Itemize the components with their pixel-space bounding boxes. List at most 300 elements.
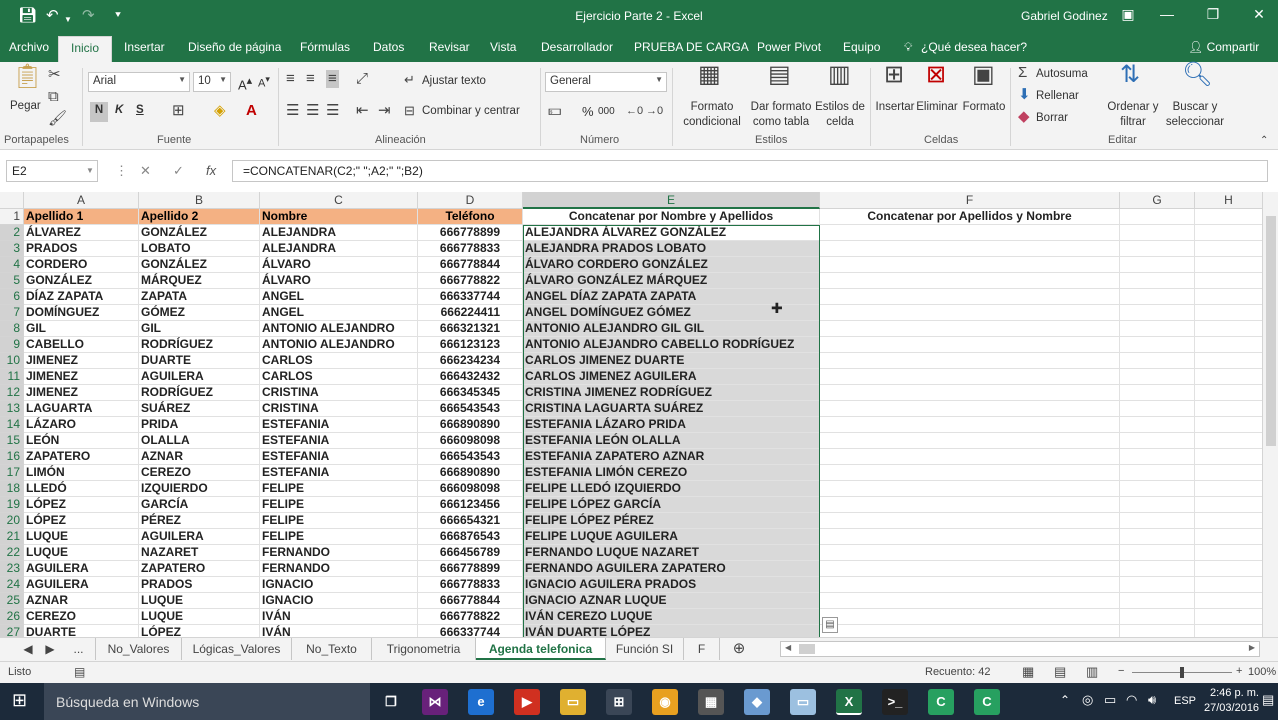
cell-g18[interactable] <box>1120 481 1195 497</box>
cell-a13[interactable]: LAGUARTA <box>24 401 139 417</box>
sheet-tab[interactable]: Trigonometria <box>372 638 476 660</box>
cell-f27[interactable] <box>820 625 1120 637</box>
clock-time[interactable]: 2:46 p. m. <box>1210 687 1259 699</box>
cell-b24[interactable]: PRADOS <box>139 577 260 593</box>
cell-b1[interactable]: Apellido 2 <box>139 209 260 225</box>
grow-font-icon[interactable]: A▴ <box>238 75 253 93</box>
cell-f25[interactable] <box>820 593 1120 609</box>
cell-f26[interactable] <box>820 609 1120 625</box>
chrome-icon[interactable]: ◉ <box>652 689 678 715</box>
cell-e12[interactable]: CRISTINA JIMENEZ RODRÍGUEZ <box>523 385 820 401</box>
cell-h13[interactable] <box>1195 401 1263 417</box>
row-header[interactable]: 12 <box>0 385 24 401</box>
cell-d10[interactable]: 666234234 <box>418 353 523 369</box>
cell-b26[interactable]: LUQUE <box>139 609 260 625</box>
page-break-view-icon[interactable]: ▥ <box>1086 664 1099 679</box>
cell-styles-button[interactable]: Estilos de celda <box>815 101 865 128</box>
cell-a24[interactable]: AGUILERA <box>24 577 139 593</box>
cell-h14[interactable] <box>1195 417 1263 433</box>
row-header[interactable]: 6 <box>0 289 24 305</box>
cell-d17[interactable]: 666890890 <box>418 465 523 481</box>
maximize-icon[interactable]: ❐ <box>1206 6 1220 22</box>
network-icon[interactable]: ▭ <box>1104 692 1117 707</box>
cell-g27[interactable] <box>1120 625 1195 637</box>
cell-d5[interactable]: 666778822 <box>418 273 523 289</box>
cell-c10[interactable]: CARLOS <box>260 353 418 369</box>
cell-a7[interactable]: DOMÍNGUEZ <box>24 305 139 321</box>
cell-f5[interactable] <box>820 273 1120 289</box>
column-header-h[interactable]: H <box>1195 192 1263 209</box>
cell-g3[interactable] <box>1120 241 1195 257</box>
cell-c9[interactable]: ANTONIO ALEJANDRO <box>260 337 418 353</box>
cell-e3[interactable]: ALEJANDRA PRADOS LOBATO <box>523 241 820 257</box>
column-header-g[interactable]: G <box>1120 192 1195 209</box>
cell-a16[interactable]: ZAPATERO <box>24 449 139 465</box>
cell-d21[interactable]: 666876543 <box>418 529 523 545</box>
cell-e8[interactable]: ANTONIO ALEJANDRO GIL GIL <box>523 321 820 337</box>
row-header[interactable]: 1 <box>0 209 24 225</box>
cell-b14[interactable]: PRIDA <box>139 417 260 433</box>
row-header[interactable]: 13 <box>0 401 24 417</box>
tell-me-search[interactable]: ¿Qué desea hacer? <box>921 40 1028 54</box>
minimize-icon[interactable]: — <box>1160 6 1174 22</box>
align-bottom-icon[interactable]: ≡ <box>328 70 337 87</box>
cell-d23[interactable]: 666778899 <box>418 561 523 577</box>
cell-e24[interactable]: IGNACIO AGUILERA PRADOS <box>523 577 820 593</box>
paste-button[interactable]: Pegar <box>10 100 41 112</box>
cell-g26[interactable] <box>1120 609 1195 625</box>
clock-date[interactable]: 27/03/2016 <box>1204 702 1260 714</box>
row-header[interactable]: 10 <box>0 353 24 369</box>
row-header[interactable]: 16 <box>0 449 24 465</box>
cell-e19[interactable]: FELIPE LÓPEZ GARCÍA <box>523 497 820 513</box>
cell-c11[interactable]: CARLOS <box>260 369 418 385</box>
task-view-icon[interactable]: ❐ <box>385 694 397 709</box>
merge-center-button[interactable]: Combinar y centrar <box>422 105 520 117</box>
cell-h25[interactable] <box>1195 593 1263 609</box>
cell-d8[interactable]: 666321321 <box>418 321 523 337</box>
cell-d9[interactable]: 666123123 <box>418 337 523 353</box>
cell-g9[interactable] <box>1120 337 1195 353</box>
cell-c19[interactable]: FELIPE <box>260 497 418 513</box>
fill-color-icon[interactable]: ◈ <box>214 102 226 119</box>
sheet-tab[interactable]: No_Valores <box>96 638 182 660</box>
cell-e17[interactable]: ESTEFANIA LIMÓN CEREZO <box>523 465 820 481</box>
cell-c20[interactable]: FELIPE <box>260 513 418 529</box>
cell-h1[interactable] <box>1195 209 1263 225</box>
cell-b12[interactable]: RODRÍGUEZ <box>139 385 260 401</box>
cell-d14[interactable]: 666890890 <box>418 417 523 433</box>
select-all-corner[interactable] <box>0 192 24 209</box>
cell-a1[interactable]: Apellido 1 <box>24 209 139 225</box>
cell-b18[interactable]: IZQUIERDO <box>139 481 260 497</box>
visual-studio-icon[interactable]: ⋈ <box>422 689 448 715</box>
tab-formulas[interactable]: Fórmulas <box>300 40 351 54</box>
terminal-icon[interactable]: >_ <box>882 689 908 715</box>
tab-desarrollador[interactable]: Desarrollador <box>541 40 614 54</box>
tab-insertar[interactable]: Insertar <box>124 40 165 54</box>
cell-g8[interactable] <box>1120 321 1195 337</box>
cell-h24[interactable] <box>1195 577 1263 593</box>
cell-a17[interactable]: LIMÓN <box>24 465 139 481</box>
windows-start-icon[interactable]: ⊞ <box>12 690 28 710</box>
collapse-ribbon-icon[interactable]: ⌃ <box>1260 135 1269 146</box>
tab-equipo[interactable]: Equipo <box>843 40 881 54</box>
cell-e22[interactable]: FERNANDO LUQUE NAZARET <box>523 545 820 561</box>
delete-cells-button[interactable]: Eliminar <box>916 101 958 113</box>
align-left-icon[interactable]: ☰ <box>286 102 300 119</box>
cell-e16[interactable]: ESTEFANIA ZAPATERO AZNAR <box>523 449 820 465</box>
sheet-tab-active[interactable]: Agenda telefonica <box>476 638 606 660</box>
cell-f24[interactable] <box>820 577 1120 593</box>
cell-h11[interactable] <box>1195 369 1263 385</box>
increase-indent-icon[interactable]: ⇥ <box>378 102 391 119</box>
cell-b13[interactable]: SUÁREZ <box>139 401 260 417</box>
cell-d24[interactable]: 666778833 <box>418 577 523 593</box>
cell-g20[interactable] <box>1120 513 1195 529</box>
cell-b11[interactable]: AGUILERA <box>139 369 260 385</box>
row-header[interactable]: 5 <box>0 273 24 289</box>
cell-a12[interactable]: JIMENEZ <box>24 385 139 401</box>
cell-f4[interactable] <box>820 257 1120 273</box>
undo-dropdown-icon[interactable]: ▼ <box>64 15 72 24</box>
column-header-c[interactable]: C <box>260 192 418 209</box>
cell-f7[interactable] <box>820 305 1120 321</box>
cell-c16[interactable]: ESTEFANIA <box>260 449 418 465</box>
excel-taskbar-icon[interactable]: X <box>836 689 862 715</box>
cell-f23[interactable] <box>820 561 1120 577</box>
font-name-select[interactable]: Arial ▼ <box>88 72 190 92</box>
cell-c5[interactable]: ÁLVARO <box>260 273 418 289</box>
cell-e25[interactable]: IGNACIO AZNAR LUQUE <box>523 593 820 609</box>
row-header[interactable]: 22 <box>0 545 24 561</box>
tab-diseno[interactable]: Diseño de página <box>188 40 282 54</box>
row-header[interactable]: 18 <box>0 481 24 497</box>
align-center-icon[interactable]: ☰ <box>306 102 320 119</box>
sheet-tab[interactable]: F <box>684 638 720 660</box>
italic-button[interactable]: K <box>115 104 124 116</box>
cell-c25[interactable]: IGNACIO <box>260 593 418 609</box>
percent-button[interactable]: % <box>582 104 594 119</box>
cell-b23[interactable]: ZAPATERO <box>139 561 260 577</box>
cell-a3[interactable]: PRADOS <box>24 241 139 257</box>
row-header[interactable]: 11 <box>0 369 24 385</box>
autosum-button[interactable]: Autosuma <box>1036 68 1088 80</box>
camtasia-icon[interactable]: C <box>928 689 954 715</box>
find-select-button[interactable]: Buscar y seleccionar <box>1165 101 1225 128</box>
cell-b15[interactable]: OLALLA <box>139 433 260 449</box>
sheet-tab[interactable]: No_Texto <box>292 638 372 660</box>
row-header[interactable]: 25 <box>0 593 24 609</box>
cell-c7[interactable]: ANGEL <box>260 305 418 321</box>
scroll-thumb[interactable] <box>799 644 815 654</box>
worksheet-grid[interactable] <box>0 192 1278 637</box>
cell-e26[interactable]: IVÁN CEREZO LUQUE <box>523 609 820 625</box>
sheet-tab[interactable]: Lógicas_Valores <box>182 638 292 660</box>
cell-g12[interactable] <box>1120 385 1195 401</box>
cell-d25[interactable]: 666778844 <box>418 593 523 609</box>
wifi-icon[interactable]: ◠ <box>1126 692 1138 707</box>
zoom-level[interactable]: 100% <box>1248 666 1277 678</box>
cell-e15[interactable]: ESTEFANIA LEÓN OLALLA <box>523 433 820 449</box>
cell-g6[interactable] <box>1120 289 1195 305</box>
cell-h26[interactable] <box>1195 609 1263 625</box>
paint-app-icon[interactable]: ◆ <box>744 689 770 715</box>
cell-c1[interactable]: Nombre <box>260 209 418 225</box>
row-header[interactable]: 4 <box>0 257 24 273</box>
cell-c2[interactable]: ALEJANDRA <box>260 225 418 241</box>
cell-b27[interactable]: LÓPEZ <box>139 625 260 637</box>
cell-d1[interactable]: Teléfono <box>418 209 523 225</box>
formula-input[interactable]: =CONCATENAR(C2;" ";A2;" ";B2) <box>232 160 1268 182</box>
cell-d26[interactable]: 666778822 <box>418 609 523 625</box>
zoom-out-icon[interactable]: − <box>1118 665 1125 677</box>
cell-d11[interactable]: 666432432 <box>418 369 523 385</box>
tab-prueba-carga[interactable]: PRUEBA DE CARGA <box>634 40 749 54</box>
fill-button[interactable]: Rellenar <box>1036 90 1079 102</box>
vertical-scroll-thumb[interactable] <box>1266 216 1276 446</box>
cell-h15[interactable] <box>1195 433 1263 449</box>
cell-b5[interactable]: MÁRQUEZ <box>139 273 260 289</box>
undo-icon[interactable]: ↶ <box>46 7 59 24</box>
cell-h27[interactable] <box>1195 625 1263 637</box>
cell-c4[interactable]: ÁLVARO <box>260 257 418 273</box>
store-icon[interactable]: ⊞ <box>606 689 632 715</box>
edge-icon[interactable]: e <box>468 689 494 715</box>
cell-g7[interactable] <box>1120 305 1195 321</box>
share-button[interactable] <box>1188 40 1259 54</box>
cell-f8[interactable] <box>820 321 1120 337</box>
borders-icon[interactable]: ⊞ <box>172 102 185 119</box>
media-icon[interactable]: ▶ <box>514 689 540 715</box>
cell-b25[interactable]: LUQUE <box>139 593 260 609</box>
shrink-font-icon[interactable]: A▾ <box>258 74 270 90</box>
cell-a21[interactable]: LUQUE <box>24 529 139 545</box>
cell-d13[interactable]: 666543543 <box>418 401 523 417</box>
volume-icon[interactable]: 🔊︎ <box>1148 692 1157 707</box>
cell-f22[interactable] <box>820 545 1120 561</box>
cut-icon[interactable]: ✂ <box>48 66 61 83</box>
notifications-icon[interactable]: ▤ <box>1262 692 1275 707</box>
cell-b4[interactable]: GONZÁLEZ <box>139 257 260 273</box>
cell-h8[interactable] <box>1195 321 1263 337</box>
desktop-app-icon[interactable]: ▭ <box>790 689 816 715</box>
cell-d18[interactable]: 666098098 <box>418 481 523 497</box>
cell-g5[interactable] <box>1120 273 1195 289</box>
tab-archivo[interactable]: Archivo <box>9 40 50 54</box>
cell-a10[interactable]: JIMENEZ <box>24 353 139 369</box>
decrease-decimal-icon[interactable]: →0 <box>646 105 664 117</box>
conditional-format-button[interactable]: Formato condicional <box>683 101 741 128</box>
decrease-indent-icon[interactable]: ⇤ <box>356 102 369 119</box>
cell-g19[interactable] <box>1120 497 1195 513</box>
cell-g16[interactable] <box>1120 449 1195 465</box>
column-header-a[interactable]: A <box>24 192 139 209</box>
cell-a9[interactable]: CABELLO <box>24 337 139 353</box>
cell-e13[interactable]: CRISTINA LAGUARTA SUÁREZ <box>523 401 820 417</box>
cell-f21[interactable] <box>820 529 1120 545</box>
cell-c14[interactable]: ESTEFANIA <box>260 417 418 433</box>
row-header[interactable]: 15 <box>0 433 24 449</box>
cell-c24[interactable]: IGNACIO <box>260 577 418 593</box>
customize-toolbar-icon[interactable]: ⯆ <box>114 10 122 21</box>
row-header[interactable]: 8 <box>0 321 24 337</box>
name-box[interactable]: E2 <box>6 160 98 182</box>
format-table-button[interactable]: Dar formato como tabla <box>750 101 812 128</box>
cell-a2[interactable]: ÁLVAREZ <box>24 225 139 241</box>
cell-a22[interactable]: LUQUE <box>24 545 139 561</box>
cell-e23[interactable]: FERNANDO AGUILERA ZAPATERO <box>523 561 820 577</box>
row-header[interactable]: 27 <box>0 625 24 637</box>
cell-h20[interactable] <box>1195 513 1263 529</box>
tab-inicio[interactable]: Inicio <box>58 36 112 62</box>
cell-d2[interactable]: 666778899 <box>418 225 523 241</box>
cell-b9[interactable]: RODRÍGUEZ <box>139 337 260 353</box>
cell-b16[interactable]: AZNAR <box>139 449 260 465</box>
tab-datos[interactable]: Datos <box>373 40 405 54</box>
cell-f20[interactable] <box>820 513 1120 529</box>
cell-d6[interactable]: 666337744 <box>418 289 523 305</box>
cell-g11[interactable] <box>1120 369 1195 385</box>
sort-filter-button[interactable]: Ordenar y filtrar <box>1107 101 1159 128</box>
file-explorer-icon[interactable]: ▭ <box>560 689 586 715</box>
cell-a18[interactable]: LLEDÓ <box>24 481 139 497</box>
cell-g14[interactable] <box>1120 417 1195 433</box>
comma-style-button[interactable]: 000 <box>598 106 615 117</box>
cell-h22[interactable] <box>1195 545 1263 561</box>
format-painter-icon[interactable]: 🖌︎ <box>48 110 68 127</box>
cell-e27[interactable]: IVÁN DUARTE LÓPEZ <box>523 625 820 637</box>
underline-button[interactable]: S <box>136 104 144 116</box>
cell-f1[interactable]: Concatenar por Apellidos y Nombre <box>820 209 1120 225</box>
cell-a20[interactable]: LÓPEZ <box>24 513 139 529</box>
paste-icon[interactable]: 📋︎ <box>12 63 43 90</box>
tab-revisar[interactable]: Revisar <box>429 40 470 54</box>
cell-d4[interactable]: 666778844 <box>418 257 523 273</box>
cell-f6[interactable] <box>820 289 1120 305</box>
cell-e20[interactable]: FELIPE LÓPEZ PÉREZ <box>523 513 820 529</box>
column-header-b[interactable]: B <box>139 192 260 209</box>
cell-c8[interactable]: ANTONIO ALEJANDRO <box>260 321 418 337</box>
cell-h19[interactable] <box>1195 497 1263 513</box>
cell-b8[interactable]: GIL <box>139 321 260 337</box>
cell-g10[interactable] <box>1120 353 1195 369</box>
cell-e2[interactable]: ALEJANDRA ÁLVAREZ GONZÁLEZ <box>523 225 820 241</box>
cell-e9[interactable]: ANTONIO ALEJANDRO CABELLO RODRÍGUEZ <box>523 337 820 353</box>
font-color-icon[interactable]: A <box>246 102 257 119</box>
cell-a19[interactable]: LÓPEZ <box>24 497 139 513</box>
page-layout-view-icon[interactable]: ▤ <box>1054 664 1067 679</box>
row-header[interactable]: 23 <box>0 561 24 577</box>
scroll-tabs-right-icon[interactable]: ▶ <box>45 642 55 656</box>
cell-g2[interactable] <box>1120 225 1195 241</box>
cell-c13[interactable]: CRISTINA <box>260 401 418 417</box>
row-header[interactable]: 20 <box>0 513 24 529</box>
cell-h2[interactable] <box>1195 225 1263 241</box>
cell-b10[interactable]: DUARTE <box>139 353 260 369</box>
cell-f2[interactable] <box>820 225 1120 241</box>
column-header-e[interactable]: E <box>523 192 820 209</box>
ribbon-display-icon[interactable]: ▣ <box>1121 6 1135 22</box>
cell-d16[interactable]: 666543543 <box>418 449 523 465</box>
cell-f17[interactable] <box>820 465 1120 481</box>
scroll-left-icon[interactable]: ◀ <box>785 643 792 652</box>
bold-button[interactable]: N <box>90 102 108 122</box>
cell-e14[interactable]: ESTEFANIA LÁZARO PRIDA <box>523 417 820 433</box>
cell-a23[interactable]: AGUILERA <box>24 561 139 577</box>
quick-analysis-icon[interactable]: ▤ <box>822 617 838 633</box>
calendar-app-icon[interactable]: ▦ <box>698 689 724 715</box>
cell-e11[interactable]: CARLOS JIMENEZ AGUILERA <box>523 369 820 385</box>
cell-h4[interactable] <box>1195 257 1263 273</box>
cell-g23[interactable] <box>1120 561 1195 577</box>
format-cells-button[interactable]: Formato <box>962 101 1006 113</box>
zoom-slider-thumb[interactable] <box>1180 667 1184 678</box>
number-format-select[interactable]: General ▼ <box>545 72 667 92</box>
redo-icon[interactable]: ↷ <box>82 7 95 24</box>
cell-g17[interactable] <box>1120 465 1195 481</box>
align-top-icon[interactable]: ≡ <box>286 70 295 87</box>
scroll-right-icon[interactable]: ▶ <box>1248 643 1255 652</box>
enter-icon[interactable]: ✓ <box>173 163 184 178</box>
cell-a27[interactable]: DUARTE <box>24 625 139 637</box>
cell-f13[interactable] <box>820 401 1120 417</box>
row-header[interactable]: 26 <box>0 609 24 625</box>
cell-g25[interactable] <box>1120 593 1195 609</box>
row-header[interactable]: 14 <box>0 417 24 433</box>
cell-h23[interactable] <box>1195 561 1263 577</box>
more-sheets-button[interactable]: ... <box>62 638 96 660</box>
taskbar-search-box[interactable] <box>44 683 370 720</box>
cell-f9[interactable] <box>820 337 1120 353</box>
row-header[interactable]: 17 <box>0 465 24 481</box>
cell-b19[interactable]: GARCÍA <box>139 497 260 513</box>
cell-b3[interactable]: LOBATO <box>139 241 260 257</box>
cell-h21[interactable] <box>1195 529 1263 545</box>
cell-a6[interactable]: DÍAZ ZAPATA <box>24 289 139 305</box>
scroll-tabs-left-icon[interactable]: ◀ <box>23 642 33 656</box>
cell-d22[interactable]: 666456789 <box>418 545 523 561</box>
sheet-tab[interactable]: Función SI <box>606 638 684 660</box>
tab-vista[interactable]: Vista <box>490 40 517 54</box>
cell-a15[interactable]: LEÓN <box>24 433 139 449</box>
cell-b17[interactable]: CEREZO <box>139 465 260 481</box>
cancel-icon[interactable]: ✕ <box>140 163 151 178</box>
wrap-text-button[interactable]: Ajustar texto <box>422 75 486 87</box>
align-middle-icon[interactable]: ≡ <box>306 70 315 87</box>
cell-c12[interactable]: CRISTINA <box>260 385 418 401</box>
column-header-f[interactable]: F <box>820 192 1120 209</box>
cell-h18[interactable] <box>1195 481 1263 497</box>
cell-d7[interactable]: 666224411 <box>418 305 523 321</box>
cell-c3[interactable]: ALEJANDRA <box>260 241 418 257</box>
cell-e10[interactable]: CARLOS JIMENEZ DUARTE <box>523 353 820 369</box>
cell-g21[interactable] <box>1120 529 1195 545</box>
cell-b2[interactable]: GONZÁLEZ <box>139 225 260 241</box>
cell-c18[interactable]: FELIPE <box>260 481 418 497</box>
cell-f12[interactable] <box>820 385 1120 401</box>
show-hidden-icons[interactable]: ⌃ <box>1060 693 1071 707</box>
row-header[interactable]: 9 <box>0 337 24 353</box>
cell-c15[interactable]: ESTEFANIA <box>260 433 418 449</box>
cell-a11[interactable]: JIMENEZ <box>24 369 139 385</box>
insert-function-icon[interactable]: fx <box>206 163 217 178</box>
cell-b21[interactable]: AGUILERA <box>139 529 260 545</box>
cell-e1[interactable]: Concatenar por Nombre y Apellidos <box>523 209 820 225</box>
cell-c26[interactable]: IVÁN <box>260 609 418 625</box>
cell-f10[interactable] <box>820 353 1120 369</box>
accounting-format-icon[interactable]: 💵︎ <box>548 102 562 119</box>
